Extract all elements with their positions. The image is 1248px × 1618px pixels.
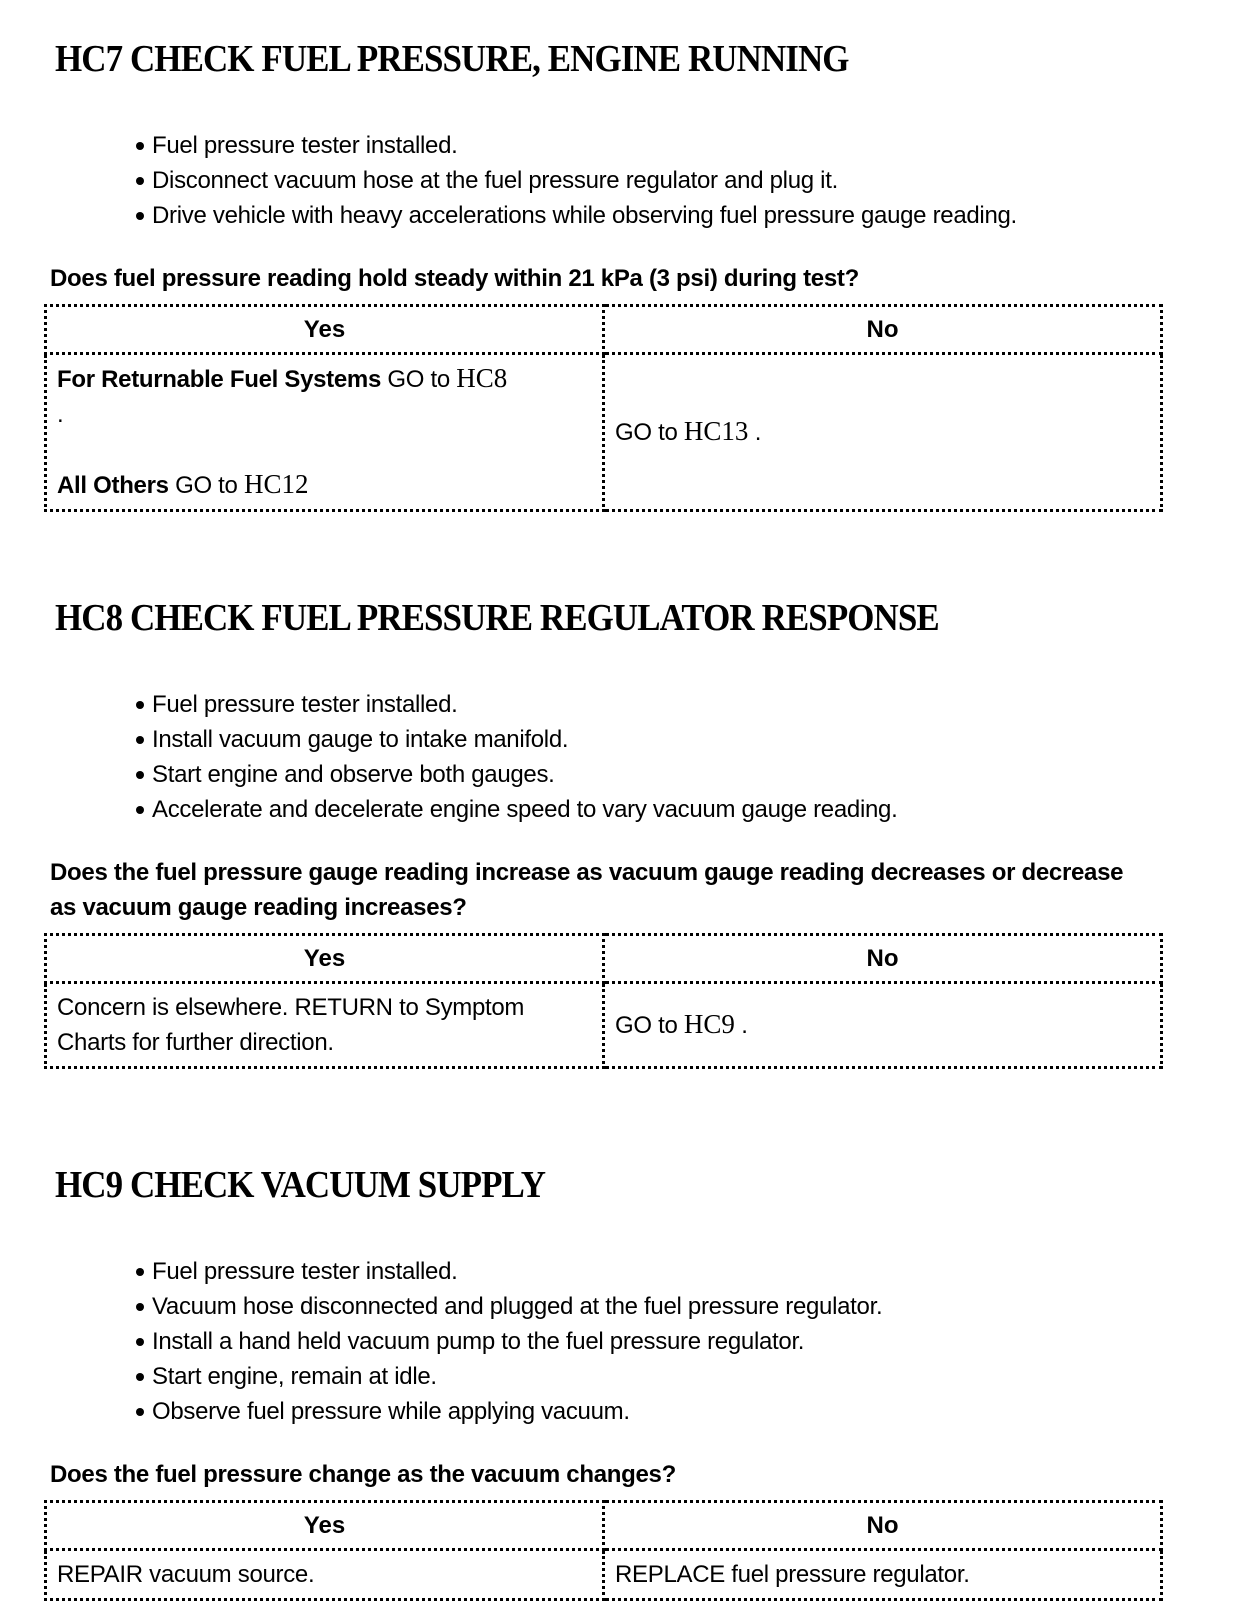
period-text: . [748,419,762,446]
section-title-hc9: HC9 CHECK VACUUM SUPPLY [55,1164,546,1206]
table-header-row [46,1502,1162,1550]
list-item: Drive vehicle with heavy accelerations while observing fuel pressure gauge reading. [136,198,1248,233]
no-header-cell: No [604,935,1162,983]
yes-cell-line-2: . [57,401,64,428]
question-text-hc9: Does the fuel pressure change as the vacuum changes? [50,1461,676,1488]
yes-cell-text: REPAIR vacuum source. [57,1561,315,1588]
ref-link-hc8[interactable]: HC8 [456,363,508,393]
list-item: Vacuum hose disconnected and plugged at the fuel pressure regulator. [136,1289,1248,1324]
yes-cell-line-3 [57,467,592,503]
table-row [46,1550,1162,1600]
list-item: Start engine and observe both gauges. [136,757,1248,792]
no-cell [604,354,1162,511]
list-item: Install a hand held vacuum pump to the fuel pressure regulator. [136,1324,1248,1359]
condition-label: All Others [57,472,169,499]
table-row [46,354,1162,511]
ref-link-hc13[interactable]: HC13 [683,416,749,446]
list-item: Install vacuum gauge to intake manifold. [136,722,1248,757]
no-header-cell: No [604,306,1162,354]
go-to-text: GO to [615,1012,684,1039]
go-to-text: GO to [615,419,684,446]
table-header-row [46,306,1162,354]
list-item: Fuel pressure tester installed. [136,128,1248,163]
section-title-hc7: HC7 CHECK FUEL PRESSURE, ENGINE RUNNING [55,38,849,80]
yes-cell [46,354,604,511]
question-text-hc7: Does fuel pressure reading hold steady within 21 kPa (3 psi) during test? [50,265,859,292]
go-to-text: GO to [168,472,244,499]
step-list-hc7 [0,128,1248,233]
no-cell-line [615,414,1150,450]
list-item: Accelerate and decelerate engine speed to vary vacuum gauge reading. [136,792,1248,827]
no-cell [604,983,1162,1068]
no-cell-line [615,1007,1150,1043]
yes-cell [46,1550,604,1600]
list-item: Disconnect vacuum hose at the fuel pressure regulator and plug it. [136,163,1248,198]
yes-cell-line-1 [57,361,592,397]
no-cell [604,1550,1162,1600]
decision-table-hc9 [44,1500,1163,1601]
no-header-cell: No [604,1502,1162,1550]
yes-header-cell: Yes [46,1502,604,1550]
section-hc7 [0,38,1248,512]
condition-label: For Returnable Fuel Systems [57,366,381,393]
decision-table-hc7 [44,304,1163,512]
go-to-text: GO to [381,366,457,393]
section-title-hc8: HC8 CHECK FUEL PRESSURE REGULATOR RESPONSE [55,597,939,639]
decision-table-hc8 [44,933,1163,1069]
section-hc9 [0,1164,1248,1601]
step-list-hc8 [0,687,1248,827]
question-text-hc8: Does the fuel pressure gauge reading increase as vacuum gauge reading decreases or decrease as vacuum gauge reading increases? [50,859,1124,921]
list-item: Fuel pressure tester installed. [136,1254,1248,1289]
table-header-row [46,935,1162,983]
ref-link-hc12[interactable]: HC12 [243,469,309,499]
yes-cell [46,983,604,1068]
no-cell-text: REPLACE fuel pressure regulator. [615,1561,970,1588]
yes-header-cell: Yes [46,306,604,354]
step-list-hc9 [0,1254,1248,1429]
list-item: Start engine, remain at idle. [136,1359,1248,1394]
list-item: Fuel pressure tester installed. [136,687,1248,722]
section-hc8 [0,597,1248,1069]
ref-link-hc9[interactable]: HC9 [683,1009,735,1039]
yes-header-cell: Yes [46,935,604,983]
list-item: Observe fuel pressure while applying vacuum. [136,1394,1248,1429]
table-row [46,983,1162,1068]
yes-cell-text: Concern is elsewhere. RETURN to Symptom Charts for further direction. [57,994,525,1056]
yes-cell-blank-line [57,432,592,467]
period-text: . [734,1012,748,1039]
